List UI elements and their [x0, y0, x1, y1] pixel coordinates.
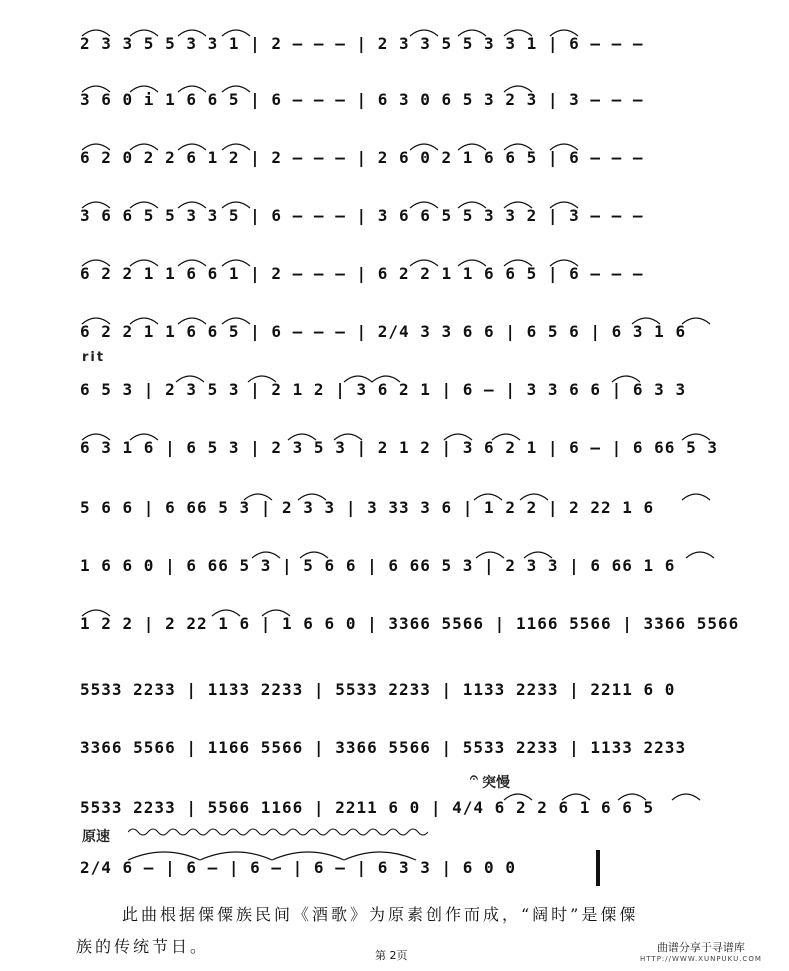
score-notes: 3 6 6 5 5 3 3 5 | 6 – – – | 3 6 6 5 5 3 3 2 | 3 – – –	[80, 206, 644, 225]
score-notes: 3366 5566 | 1166 5566 | 3366 5566 | 5533 2233 | 1133 2233	[80, 738, 687, 757]
score-row-14	[72, 788, 742, 828]
watermark-url: HTTP://WWW.XUNPUKU.COM	[640, 955, 762, 963]
score-notes: 3 6 0 i 1 6 6 5 | 6 – – – | 6 3 0 6 5 3 2 3 | 3 – – –	[80, 90, 644, 109]
score-row-6	[72, 312, 742, 352]
score-notes: 6 3 1 6 | 6 5 3 | 2 3 5 3 | 2 1 2 | 3 6 2 1 | 6 – | 6 66 5 3	[80, 438, 718, 457]
page-number: 第 2页	[375, 949, 408, 962]
sudden-slow-marking: 突慢	[482, 775, 510, 791]
trill-wave-icon	[128, 826, 428, 838]
score-row-13	[72, 728, 742, 768]
score-notes: 1 6 6 0 | 6 66 5 3 | 5 6 6 | 6 66 5 3 | 2 3 3 | 6 66 1 6	[80, 556, 676, 575]
score-row-8	[72, 428, 742, 468]
score-notes: 5533 2233 | 5566 1166 | 2211 6 0 | 4/4 6 2 2 6 1 6 6 5	[80, 798, 655, 817]
score-notes: 5533 2233 | 1133 2233 | 5533 2233 | 1133 2233 | 2211 6 0	[80, 680, 676, 699]
score-notes: 6 2 0 2 2 6 1 2 | 2 – – – | 2 6 0 2 1 6 6 5 | 6 – – –	[80, 148, 644, 167]
footer-note-line-2: 族的传统节日。	[76, 937, 210, 956]
score-row-5	[72, 254, 742, 294]
score-row-4	[72, 196, 742, 236]
score-notes: 6 2 2 1 1 6 6 5 | 6 – – – | 2/4 3 3 6 6 | 6 5 6 | 6 3 1 6	[80, 322, 687, 341]
rit-marking: rit	[82, 350, 106, 365]
watermark	[640, 939, 762, 963]
score-notes: 1 2 2 | 2 22 1 6 | 1 6 6 0 | 3366 5566 | 1166 5566 | 3366 5566	[80, 614, 740, 633]
score-notes: 2/4 6 – | 6 – | 6 – | 6 – | 6 3 3 | 6 0 0	[80, 858, 516, 877]
score-notes: 2 3 3 5 5 3 3 1 | 2 – – – | 2 3 3 5 5 3 3 1 | 6 – – –	[80, 34, 644, 53]
score-row-11	[72, 604, 742, 644]
score-notes: 5 6 6 | 6 66 5 3 | 2 3 3 | 3 33 3 6 | 1 2 2 | 2 22 1 6	[80, 498, 655, 517]
score-notes: 6 5 3 | 2 3 5 3 | 2 1 2 | 3 6 2 1 | 6 – | 3 3 6 6 | 6 3 3	[80, 380, 687, 399]
final-barline	[596, 850, 600, 886]
score-row-9	[72, 488, 742, 528]
score-notes: 6 2 2 1 1 6 6 1 | 2 – – – | 6 2 2 1 1 6 6 5 | 6 – – –	[80, 264, 644, 283]
score-row-10	[72, 546, 742, 586]
score-row-1	[72, 24, 742, 64]
fermata-icon: 𝄐	[470, 770, 478, 786]
score-row-2	[72, 80, 742, 120]
score-row-7	[72, 370, 742, 410]
watermark-text: 曲谱分享于寻谱库	[656, 941, 745, 954]
score-row-3	[72, 138, 742, 178]
score-row-12	[72, 670, 742, 710]
footer-note-line-1: 此曲根据傈僳族民间《酒歌》为原素创作而成，“阔时”是傈僳	[122, 905, 639, 924]
tempo-primo-marking: 原速	[82, 829, 110, 845]
score-row-15	[72, 848, 742, 888]
